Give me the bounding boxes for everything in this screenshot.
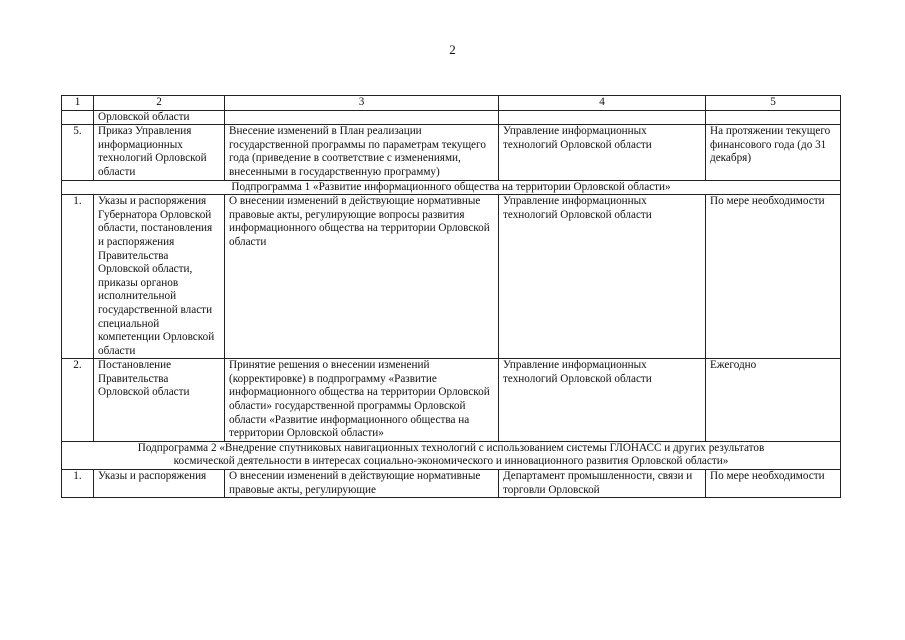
table-row: [62, 470, 841, 498]
term-cell: [706, 110, 841, 125]
exec-cell: [499, 110, 706, 125]
header-cell: 2: [94, 96, 225, 111]
term-cell: По мере необходимости: [706, 470, 841, 498]
desc-cell: О внесении изменений в действующие нормативные правовые акты, регулирующие вопросы развития информационного общества на территории Орловской области: [225, 195, 499, 359]
table-row: [62, 110, 841, 125]
desc-cell: [225, 110, 499, 125]
term-cell: По мере необходимости: [706, 195, 841, 359]
table-row: [62, 125, 841, 180]
exec-cell: Управление информационных технологий Орловской области: [499, 125, 706, 180]
doc-cell: Указы и распоряжения: [94, 470, 225, 498]
desc-cell: Принятие решения о внесении изменений (корректировке) в подпрограмму «Развитие информационного общества на территории Орловской области» государственной программы Орловской области «Развитие информационного общества на территории Орловской области»: [225, 359, 499, 442]
num-cell: 1.: [62, 195, 94, 359]
num-cell: 2.: [62, 359, 94, 442]
exec-cell: Управление информационных технологий Орловской области: [499, 359, 706, 442]
doc-cell: Орловской области: [94, 110, 225, 125]
page-number: 2: [449, 42, 456, 57]
subprogram-1-title: Подпрограмма 1 «Развитие информационного общества на территории Орловской области»: [62, 180, 841, 195]
desc-cell: Внесение изменений в План реализации государственной программы по параметрам текущего года (приведение в соответствие с изменениями, внесенными в государственную программу): [225, 125, 499, 180]
exec-cell: Управление информационных технологий Орловской области: [499, 195, 706, 359]
term-cell: Ежегодно: [706, 359, 841, 442]
num-cell: [62, 110, 94, 125]
exec-cell: Департамент промышленности, связи и торговли Орловской: [499, 470, 706, 498]
doc-cell: Постановление Правительства Орловской области: [94, 359, 225, 442]
desc-cell: О внесении изменений в действующие нормативные правовые акты, регулирующие: [225, 470, 499, 498]
num-cell: 1.: [62, 470, 94, 498]
num-cell: 5.: [62, 125, 94, 180]
doc-cell: Приказ Управления информационных технологий Орловской области: [94, 125, 225, 180]
header-cell: 3: [225, 96, 499, 111]
section-row: [62, 180, 841, 195]
subprogram-2-title-line: Подпрограмма 2 «Внедрение спутниковых навигационных технологий с использованием системы ГЛОНАСС и других результатов: [137, 441, 765, 454]
term-cell: На протяжении текущего финансового года (до 31 декабря): [706, 125, 841, 180]
measures-table: [61, 95, 841, 498]
header-cell: 5: [706, 96, 841, 111]
section-row: [62, 441, 841, 469]
table-row: [62, 195, 841, 359]
table-row: [62, 359, 841, 442]
table-header-row: [62, 96, 841, 111]
doc-cell: Указы и распоряжения Губернатора Орловской области, постановления и распоряжения Правительства Орловской области, приказы органов исполнительной государственной власти специальной компетенции Орловской области: [94, 195, 225, 359]
header-cell: 4: [499, 96, 706, 111]
subprogram-2-title-line: космической деятельности в интересах социально-экономического и инновационного развития Орловской области»: [173, 455, 729, 468]
subprogram-2-title: [62, 441, 841, 469]
header-cell: 1: [62, 96, 94, 111]
